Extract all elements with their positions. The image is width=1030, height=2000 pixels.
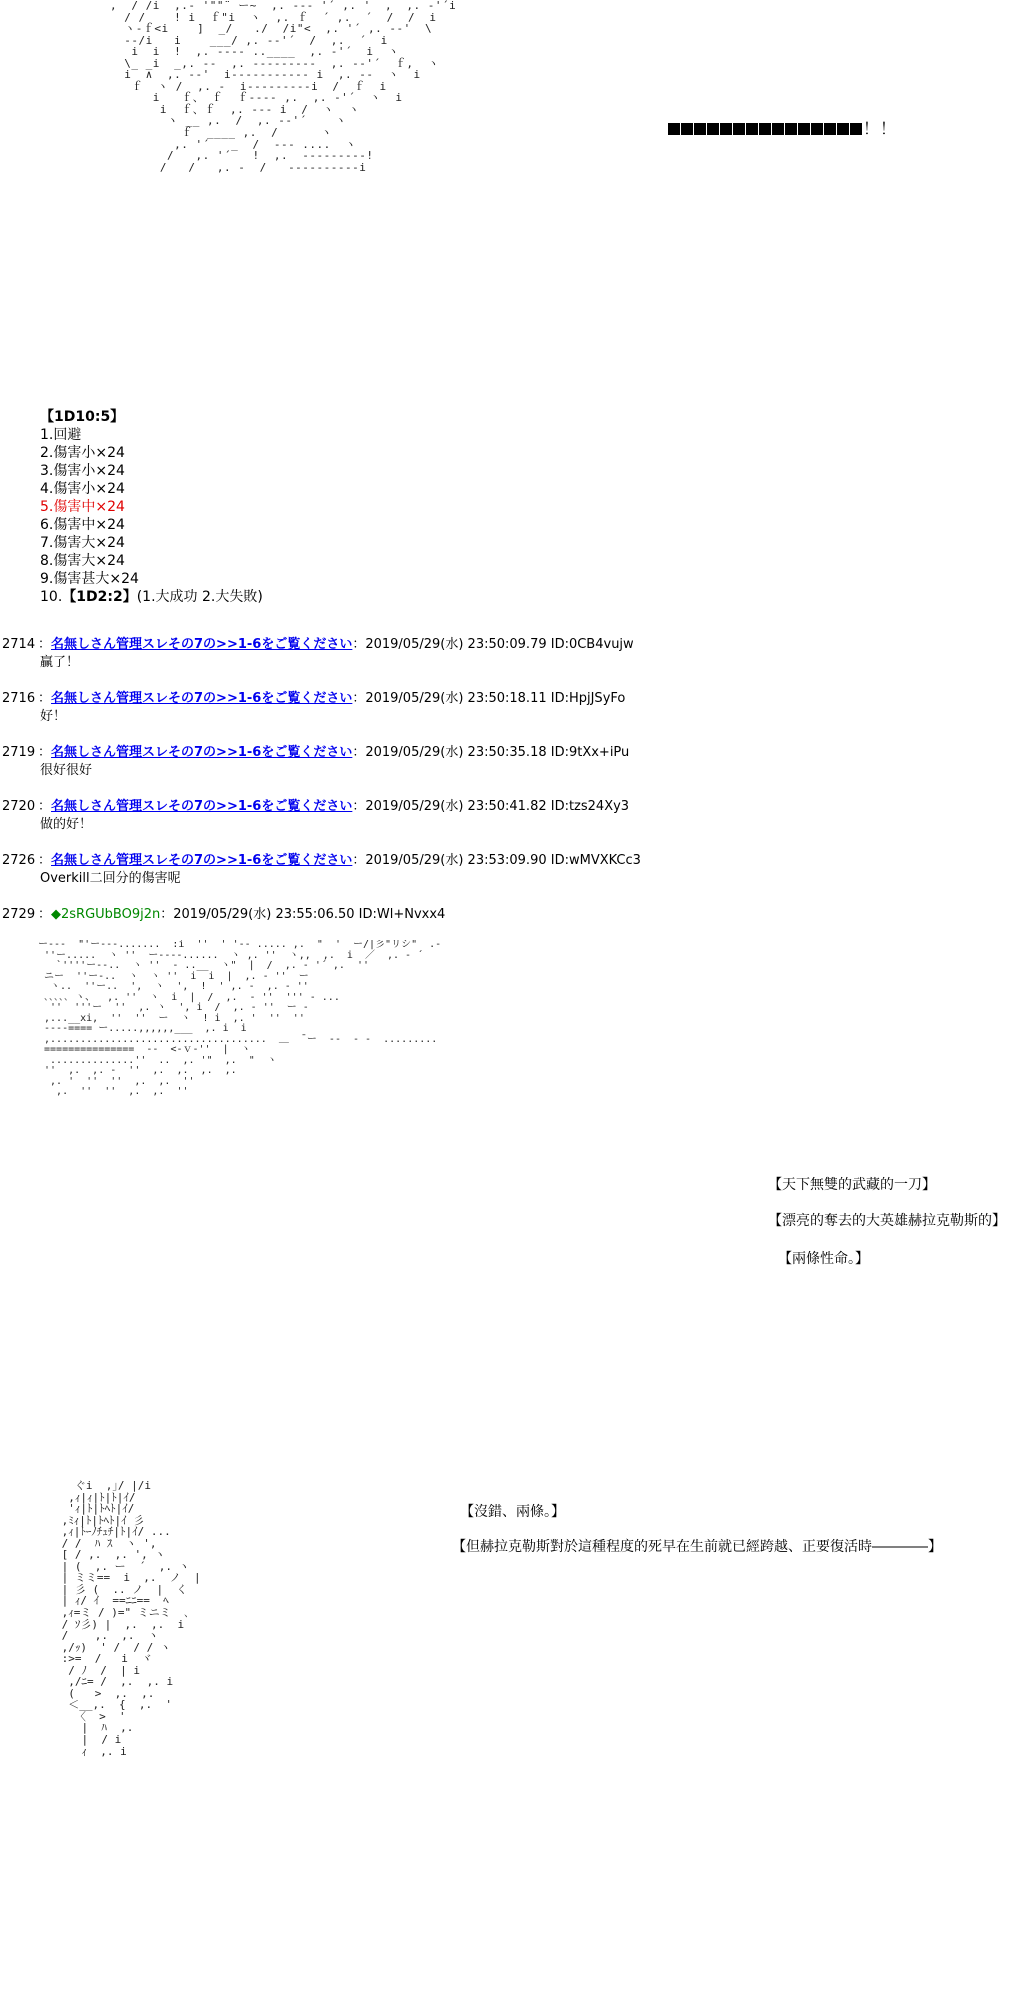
post-colon: ： bbox=[38, 799, 52, 814]
ascii-art-top: , / /i ,.- '""¨ ー~ ,. --‐ '´ ,. ' , ,. ‐'´i / / ! i ｆ"i ヽ ,. ｆ ´ ,. ´ / / i ヽ-ｆ<i ] _/ ./ /i"< ,. '´ ,. -‐' \ --/i i ___/ ,. -‐'´ / ,. ´ i i i ! ,. ---- ..____ ,. ‐'´ i ヽ \_ _i _,. -‐ ,. --------- ,. -‐'´ ｆ, ヽ i ∧ ,. -‐' i----------- i ,. -‐ ヽ i ｆ ヽ / ,. ‐ i---------i / ｆ i i ｆ、 ｆ ｆ---- ,. ,. -'´ ヽ i i ｆ、ｆ ,. --- i / ヽ ヽ ヽ __ ,. / ,. -‐'´ ヽ ｆ ____ ,. / ヽ ,. '´ _ / --- .... ヽ / ,. '´ ! ,. ---------! / / ,. ‐ / ----------i bbox=[110, 0, 457, 174]
dice-item-highlighted: 5.傷害中×24 bbox=[40, 499, 125, 515]
black-block bbox=[746, 123, 758, 135]
post-meta: ：2019/05/29(水) 23:50:35.18 ID:9tXx+iPu bbox=[352, 745, 630, 760]
post-meta: ：2019/05/29(水) 23:50:18.11 ID:HpjJSyFo bbox=[352, 691, 626, 706]
black-blocks bbox=[668, 119, 863, 138]
black-block bbox=[759, 123, 771, 135]
ascii-art-burst: ー--- ̄"'ー---....... :i '' ' '-‐ ..... ,. " ' ー/|彡"リシ" .- ''ー..... ヽ '' ー‐---...... ヽ ,. '' ヽ,, ,. i ／ ,. ‐ ´ `''''ー--.. ヽ '' - ..__ ヽ" | / ,. ‐ '´ ,. '' ニー ''ー-.. ヽ ヽ '' i i | ,. ‐ '' ー ヽ.. ''ー.. ', ヽ ', ! ' ,. ‐ ,. ‐ '' ､､､､､ ヽ、 ,. '' ヽ i | / ,. ‐ '' ''' ‐ ... '' '''ー '' ,. ヽ ', i / ,. ‐ '' ー - ,...__xi, '' '' ー ヽ ! i ,. ' '' '' ----==== ー.....,,,,,,___ ,. i i ,.................................... ＿ ̄ ー -- - - ......... =============== -- <-ｖ-'' | ヽ ..............'' .. ,. '" ,. " ヽ '' ,. ,. - '' ,. ,. ,. ,. ,. ' '' '' ,. ,. '' ,. '' '' ,. ,. '' bbox=[38, 940, 442, 1097]
dice-last-rest: (1.大成功 2.大失敗) bbox=[136, 589, 263, 605]
poster-name-link[interactable]: 名無しさん管理スレその7の>>1-6をご覧ください bbox=[51, 799, 353, 814]
black-block bbox=[824, 123, 836, 135]
black-block bbox=[707, 123, 719, 135]
black-block bbox=[785, 123, 797, 135]
black-block bbox=[681, 123, 693, 135]
dice-item: 6.傷害中×24 bbox=[40, 517, 125, 533]
post-meta: ：2019/05/29(水) 23:55:06.50 ID:Wl+Nvxx4 bbox=[160, 907, 446, 922]
post-number: 2719 bbox=[2, 745, 36, 760]
narration-line: 【天下無雙的武藏的一刀】 bbox=[768, 1177, 936, 1193]
post-number: 2714 bbox=[2, 637, 36, 652]
narration-line: 【漂亮的奪去的大英雄赫拉克勒斯的】 bbox=[768, 1213, 1006, 1229]
reply-post bbox=[2, 690, 625, 726]
post-number: 2726 bbox=[2, 853, 36, 868]
poster-name-link[interactable]: 名無しさん管理スレその7の>>1-6をご覧ください bbox=[51, 745, 353, 760]
black-block bbox=[837, 123, 849, 135]
post-colon: ： bbox=[38, 853, 52, 868]
post-colon: ： bbox=[38, 745, 52, 760]
dice-item: 4.傷害小×24 bbox=[40, 481, 125, 497]
reply-post bbox=[2, 636, 634, 672]
dice-result bbox=[40, 408, 263, 606]
post-colon: ： bbox=[38, 691, 52, 706]
reply-post bbox=[2, 852, 641, 888]
dice-item: 8.傷害大×24 bbox=[40, 553, 125, 569]
post-meta: ：2019/05/29(水) 23:50:09.79 ID:0CB4vujw bbox=[352, 637, 634, 652]
reply-post bbox=[2, 798, 629, 834]
black-block bbox=[668, 123, 680, 135]
post-number: 2729 bbox=[2, 907, 36, 922]
post-meta: ：2019/05/29(水) 23:50:41.82 ID:tzs24Xy3 bbox=[352, 799, 630, 814]
black-block bbox=[733, 123, 745, 135]
shout-line bbox=[668, 116, 897, 139]
narration-line: 【沒錯、兩條。】 bbox=[460, 1504, 565, 1520]
ascii-art-figure: ぐi ,｣/ |/i ,ｨ|ｨ|ﾄ|ﾄ|ｲ/ 'ｨ|ﾄ|ﾄﾍﾄ|ｲ/ ,ﾐｨ|ﾄ|ﾄﾍﾄ|ｲ 彡 ,ｨ|ﾄｰﾉﾁｭﾁ|ﾄ|ｲ/ ... / / ﾊ ｽ ヽ ', [ / ,. ,. ', ヽ | ( ,. ー ´ ,. ヽ | ミミ== i ,. ノ | | 彡 ( .. ノ | く | ｨ/ ｲ ==ﾆﾆ== ﾍ ,ｨ=ミ / )=" ミニミ ､ / ｿ彡) | ,. ,. i / ,. ,. ヽ ,/ｯ) ' / / / ヽ :>= / i ヾ / ﾉ / | i ,/ﾆ= / ,. ,. i ( > ,. ,. ＜__,. { ,. ' 〈 > ' | ﾊ ,. | / i ｨ ,. i bbox=[61, 1480, 201, 1758]
black-block bbox=[720, 123, 732, 135]
post-body: 好！ bbox=[40, 709, 67, 724]
black-block bbox=[811, 123, 823, 135]
dice-item: 7.傷害大×24 bbox=[40, 535, 125, 551]
dice-last-roll: 【1D2:2】 bbox=[62, 589, 137, 605]
post-body: Overkill二回分的傷害呢 bbox=[40, 871, 181, 886]
black-block bbox=[694, 123, 706, 135]
post-colon: ： bbox=[38, 907, 52, 922]
reply-post bbox=[2, 744, 629, 780]
dice-item-last bbox=[40, 588, 263, 606]
narration-line: 【但赫拉克勒斯對於這種程度的死早在生前就已經跨越、正要復活時――――】 bbox=[452, 1539, 942, 1555]
post-body: 做的好！ bbox=[40, 817, 93, 832]
dice-last-prefix: 10. bbox=[40, 589, 63, 605]
post-number: 2720 bbox=[2, 799, 36, 814]
author-post bbox=[2, 906, 445, 924]
poster-name-link[interactable]: 名無しさん管理スレその7の>>1-6をご覧ください bbox=[51, 637, 353, 652]
black-block bbox=[772, 123, 784, 135]
post-meta: ：2019/05/29(水) 23:53:09.90 ID:wMVXKCc3 bbox=[352, 853, 641, 868]
dice-header: 【1D10:5】 bbox=[40, 409, 125, 425]
shout-text: ！！ bbox=[863, 119, 898, 138]
poster-name-link[interactable]: 名無しさん管理スレその7の>>1-6をご覧ください bbox=[51, 853, 353, 868]
post-body: 很好很好 bbox=[40, 763, 93, 778]
author-trip[interactable]: ◆2sRGUbBO9j2n bbox=[51, 907, 161, 922]
post-body: 贏了！ bbox=[40, 655, 80, 670]
dice-item: 9.傷害甚大×24 bbox=[40, 571, 139, 587]
black-block bbox=[798, 123, 810, 135]
dice-item: 1.回避 bbox=[40, 427, 82, 443]
poster-name-link[interactable]: 名無しさん管理スレその7の>>1-6をご覧ください bbox=[51, 691, 353, 706]
dice-item: 2.傷害小×24 bbox=[40, 445, 125, 461]
black-block bbox=[850, 123, 862, 135]
dice-item: 3.傷害小×24 bbox=[40, 463, 125, 479]
narration-line: 【兩條性命。】 bbox=[778, 1251, 869, 1267]
post-colon: ： bbox=[38, 637, 52, 652]
post-number: 2716 bbox=[2, 691, 36, 706]
